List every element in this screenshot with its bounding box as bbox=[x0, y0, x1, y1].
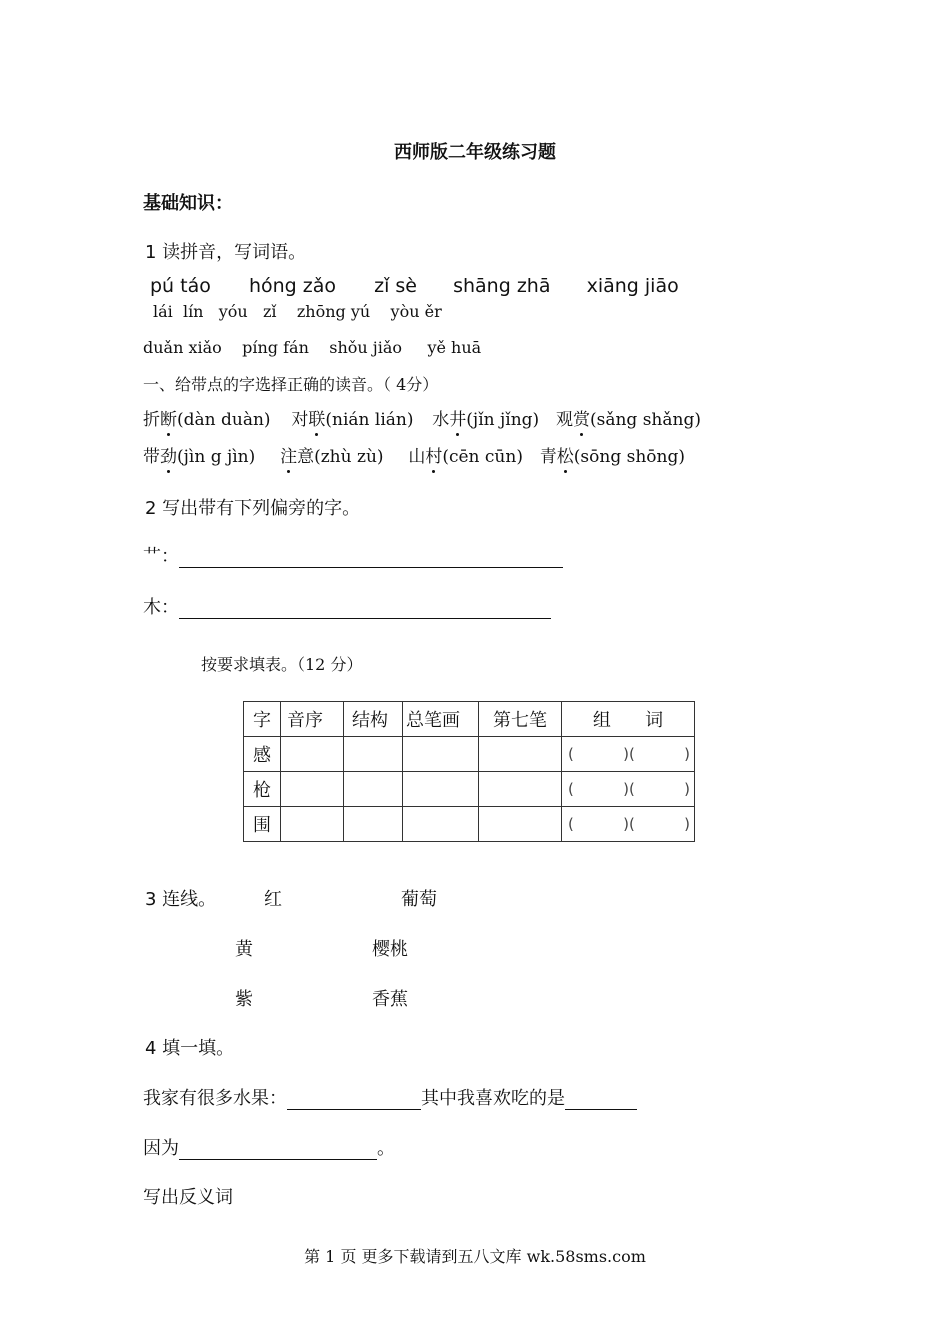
pinyin-item: xiāng jiāo bbox=[586, 275, 679, 297]
reading-item: 青松(sōng shōng) bbox=[540, 447, 685, 467]
answer-blank[interactable] bbox=[179, 1139, 377, 1160]
pinyin-item: hóng zǎo bbox=[248, 275, 337, 297]
table-cell[interactable] bbox=[281, 772, 344, 807]
fill-line-1: 我家有很多水果： 其中我喜欢吃的是 bbox=[143, 1084, 637, 1110]
answer-blank[interactable] bbox=[179, 547, 563, 568]
pinyin-row-2: lái lín yóu zǐ zhōng yú yòu ěr bbox=[153, 302, 442, 321]
reading-item: 水井(jǐn jǐng) bbox=[432, 410, 539, 430]
table-cell[interactable] bbox=[403, 772, 479, 807]
reading-item: 带劲(jìn g jìn) bbox=[143, 447, 255, 467]
reading-item: 注意(zhù zù) bbox=[280, 447, 383, 467]
q2-heading: 2 写出带有下列偏旁的字。 bbox=[145, 498, 361, 519]
table-cell[interactable] bbox=[403, 737, 479, 772]
fill-line-2: 因为 。 bbox=[143, 1138, 395, 1159]
table-header: 结构 bbox=[344, 702, 403, 737]
page-title: 西师版二年级练习题 bbox=[394, 142, 556, 163]
antonym-heading: 写出反义词 bbox=[143, 1187, 233, 1208]
table-cell[interactable] bbox=[281, 737, 344, 772]
match-left-item[interactable]: 紫 bbox=[235, 989, 253, 1010]
table-header: 第七笔 bbox=[479, 702, 562, 737]
q4-heading: 4 填一填。 bbox=[145, 1038, 235, 1059]
pinyin-item: pú táo bbox=[150, 275, 211, 297]
table-char: 枪 bbox=[244, 772, 281, 807]
match-right-item[interactable]: 樱桃 bbox=[372, 939, 408, 960]
word-cell[interactable]: ( )( ) bbox=[562, 807, 695, 842]
table-cell[interactable] bbox=[344, 737, 403, 772]
q3-heading: 3 连线。 bbox=[145, 889, 217, 910]
reading-item: 折断(dàn duàn) bbox=[143, 410, 271, 430]
fill-table bbox=[243, 701, 695, 842]
section-heading: 基础知识： bbox=[143, 193, 233, 214]
q1-heading: 1 读拼音，写词语。 bbox=[145, 242, 307, 263]
reading-item: 观赏(sǎng shǎng) bbox=[556, 410, 701, 430]
reading-item: 山村(cēn cūn) bbox=[408, 447, 523, 467]
pinyin-item: zǐ sè bbox=[374, 275, 417, 297]
page-footer: 第 1 页 更多下载请到五八文库 wk.58sms.com bbox=[304, 1247, 646, 1266]
pinyin-item: shāng zhā bbox=[453, 275, 551, 297]
word-cell[interactable]: ( )( ) bbox=[562, 772, 695, 807]
pinyin-row-1 bbox=[150, 275, 679, 297]
match-right-item[interactable]: 葡萄 bbox=[401, 889, 437, 910]
table-header: 音序 bbox=[281, 702, 344, 737]
table-instruction: 按要求填表。（12 分） bbox=[201, 655, 363, 674]
table-cell[interactable] bbox=[479, 772, 562, 807]
reading-row-1 bbox=[143, 405, 701, 430]
match-left-item[interactable]: 红 bbox=[264, 889, 282, 910]
answer-blank[interactable] bbox=[179, 598, 551, 619]
answer-blank[interactable] bbox=[287, 1089, 421, 1110]
table-header: 总笔画 bbox=[403, 702, 479, 737]
match-left-item[interactable]: 黄 bbox=[235, 939, 253, 960]
word-cell[interactable]: ( )( ) bbox=[562, 737, 695, 772]
table-cell[interactable] bbox=[479, 807, 562, 842]
match-right-item[interactable]: 香蕉 bbox=[372, 989, 408, 1010]
table-header: 组 词 bbox=[562, 702, 695, 737]
table-cell[interactable] bbox=[344, 807, 403, 842]
table-cell[interactable] bbox=[344, 772, 403, 807]
table-header: 字 bbox=[244, 702, 281, 737]
reading-instruction: 一、给带点的字选择正确的读音。（ 4分） bbox=[143, 375, 439, 394]
table-cell[interactable] bbox=[479, 737, 562, 772]
reading-row-2 bbox=[143, 442, 685, 467]
table-char: 感 bbox=[244, 737, 281, 772]
pinyin-row-3: duǎn xiǎo píng fán shǒu jiǎo yě huā bbox=[143, 338, 482, 357]
answer-blank[interactable] bbox=[565, 1089, 637, 1110]
reading-item: 对联(nián lián) bbox=[291, 410, 413, 430]
radical-line-2: 木： bbox=[143, 593, 551, 619]
table-cell[interactable] bbox=[403, 807, 479, 842]
radical-line-1: 艹： bbox=[143, 542, 563, 568]
table-char: 围 bbox=[244, 807, 281, 842]
table-cell[interactable] bbox=[281, 807, 344, 842]
